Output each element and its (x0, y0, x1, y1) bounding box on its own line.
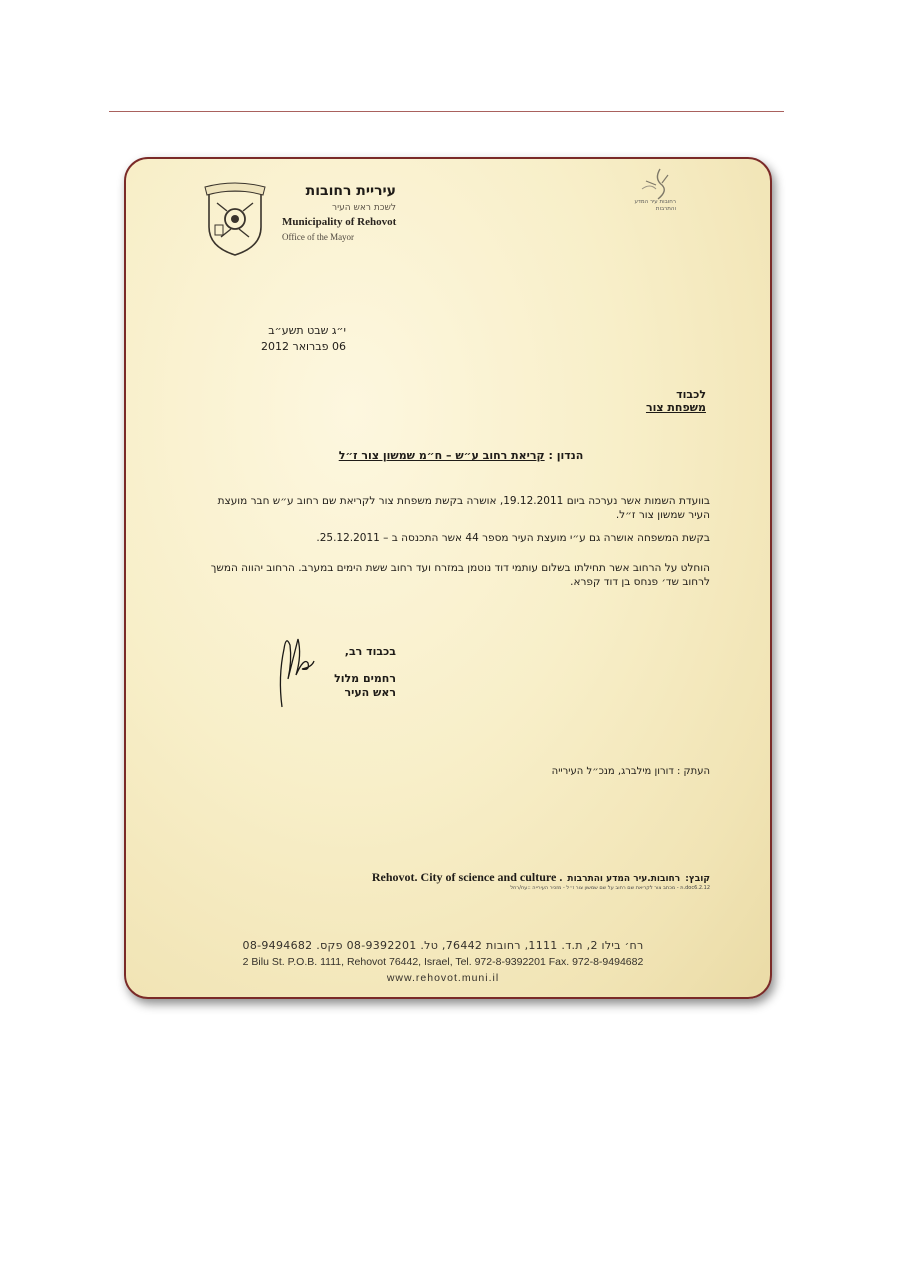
handwritten-signature (276, 627, 316, 713)
motto-prefix: קובץ: (685, 874, 710, 884)
office-name-english: Office of the Mayor (282, 232, 355, 242)
body-paragraph: בקשת המשפחה אושרה גם ע״י מועצת העיר מספר 44 אשר התכנסה ב – 25.12.2011. (316, 532, 710, 544)
addressee-name: משפחת צור (645, 401, 706, 414)
mayor-office-hebrew: לשכת ראש העיר (332, 203, 396, 213)
body-paragraph: הוחלט על הרחוב אשר תחילתו בשלום עותמי דוד נוטמן במזרח ועד רחוב ששת הימים במערב. הרחוב יהווה המשך לרחוב שד׳ פנחס בן דוד קפרא. (210, 562, 710, 588)
motto-hebrew: רחובות.עיר המדע והתרבות (567, 874, 681, 884)
cc-line: העתק : דורון מילברג, מנכ״ל העירייה (551, 766, 710, 777)
city-logo-icon (638, 165, 674, 203)
subject-text: קריאת רחוב ע״ש – ח״מ שמשון צור ז״ל (338, 449, 545, 462)
address-hebrew: רח׳ בילו 2, ת.ד. 1111, רחובות 76442, טל. 08-9392201 פקס. 08-9494682 (242, 939, 644, 952)
website-link[interactable]: www.rehovot.muni.il (386, 972, 500, 984)
city-logo-caption: רחובות עיר המדע והתרבות (634, 199, 676, 212)
signature-closing: בכבוד רב, (344, 645, 396, 658)
subject-label: הנדון : (548, 449, 584, 462)
signer-title: ראש העיר (344, 686, 396, 699)
address-english: 2 Bilu St. P.O.B. 1111, Rehovot 76442, Israel, Tel. 972-8-9392201 Fax. 972-8-9494682 (242, 956, 644, 968)
municipality-name-english: Municipality of Rehovot (282, 216, 397, 228)
municipality-crest-icon (201, 181, 269, 259)
addressee-greeting: לכבוד (676, 388, 706, 401)
page-top-rule (109, 111, 784, 112)
body-paragraph: בוועדת השמות אשר נערכה ביום 19.12.2011, אושרה בקשת משפחת צור לקריאת שם רחוב ע״ש חבר מועצת העיר שמשון צור ז״ל. (217, 495, 710, 521)
motto-english: Rehovot. City of science and culture . (371, 870, 563, 884)
subject-line (286, 449, 636, 462)
gregorian-date: 06 פברואר 2012 (261, 340, 346, 353)
signer-name: רחמים מלול (334, 672, 396, 685)
municipality-name-hebrew: עיריית רחובות (305, 183, 396, 199)
scanned-letter (124, 157, 772, 999)
file-reference: doc6.2.12.ת - מכתב צור לקריאת שם רחוב על שם שמשון צור ז״ל - מזכיר העירייה ::עח/רחל (510, 885, 710, 891)
hebrew-date: י״ג שבט תשע״ב (268, 324, 346, 337)
footer-motto (266, 866, 710, 884)
